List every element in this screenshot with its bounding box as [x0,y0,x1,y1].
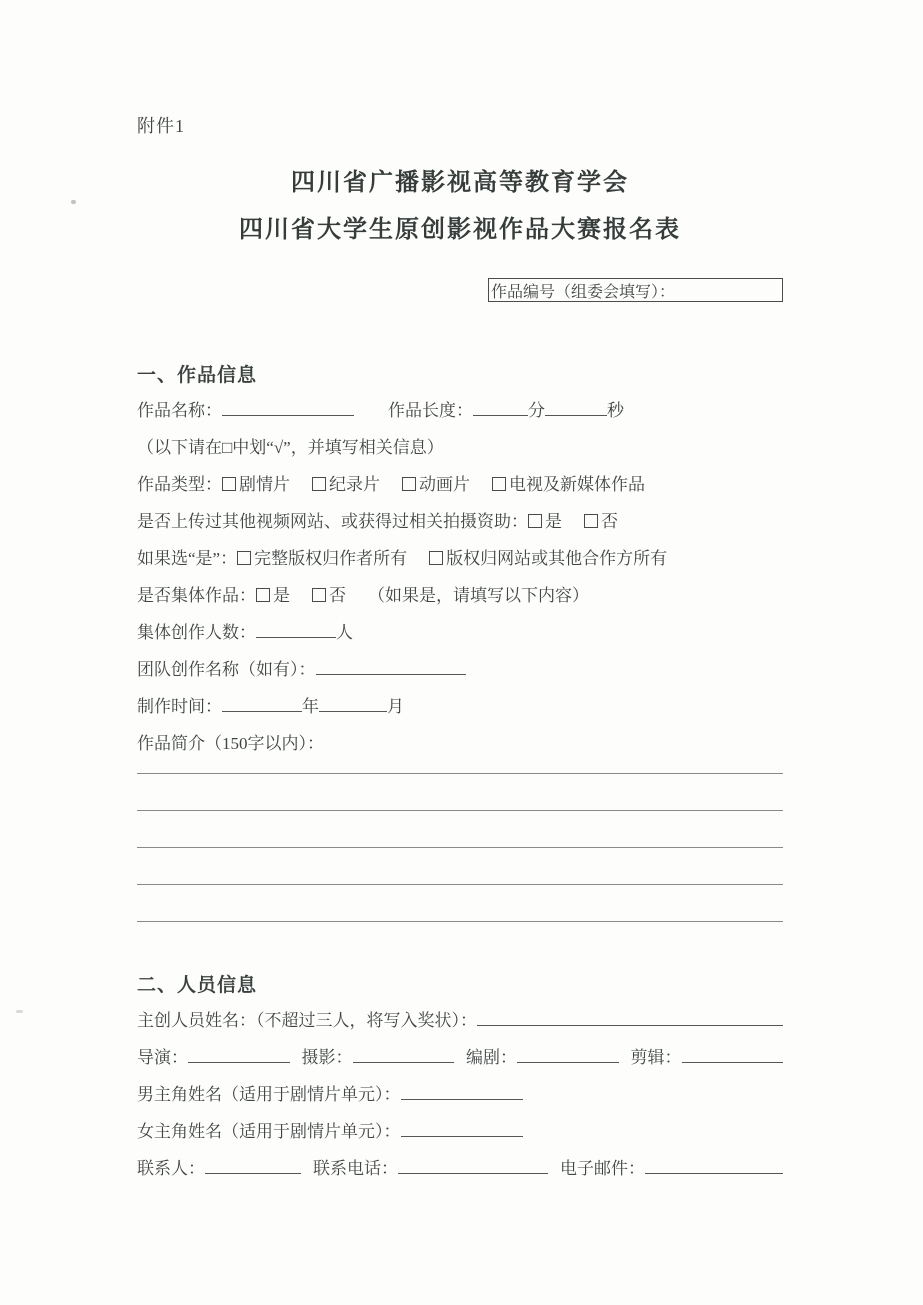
type-animation-option[interactable] [402,473,470,496]
form-row [137,621,783,644]
uploaded-no-label: 否 [601,512,618,531]
production-year-input[interactable] [222,696,302,712]
type-animation-label: 动画片 [419,475,470,494]
collective-no-option[interactable] [312,584,346,607]
collective-note-label: （如果是，请填写以下内容） [368,586,589,605]
contact-name-label: 联系人： [137,1159,205,1178]
contact-phone-input[interactable] [398,1158,548,1174]
copyright-author-owned-option[interactable] [237,547,407,570]
collective-yes-checkbox[interactable] [256,588,270,602]
form-row [137,1046,783,1069]
copyright-website-owned-label: 版权归网站或其他合作方所有 [446,549,668,568]
month-unit-label: 月 [387,697,404,716]
form-row [137,584,783,607]
summary-line-5[interactable] [137,885,783,922]
seconds-unit-label: 秒 [607,401,624,420]
form-row [137,547,783,570]
form-row [137,473,783,496]
organization-title: 四川省广播影视高等教育学会 [291,170,629,196]
uploaded-no-option[interactable] [584,510,618,533]
copyright-author-owned-checkbox[interactable] [237,551,251,565]
duration-seconds-input[interactable] [545,400,607,416]
contact-phone-label: 联系电话： [313,1159,398,1178]
work-number-box [488,278,783,302]
section2-heading: 二、人员信息 [137,975,258,996]
editor-input[interactable] [682,1047,784,1063]
collective-no-label: 否 [329,586,346,605]
form-row [137,1157,783,1180]
form-row [137,436,783,459]
cinematographer-input[interactable] [353,1047,455,1063]
director-label: 导演： [137,1048,188,1067]
screenwriter-label: 编剧： [466,1048,517,1067]
type-drama-film-checkbox[interactable] [222,477,236,491]
collective-yes-label: 是 [273,586,290,605]
summary-line-4[interactable] [137,848,783,885]
lead-actor-input[interactable] [401,1084,523,1100]
team-name-input[interactable] [316,659,466,675]
contact-name-input[interactable] [205,1158,301,1174]
team-name-label: 团队创作名称（如有）： [137,660,316,679]
uploaded-no-checkbox[interactable] [584,514,598,528]
scan-artifact [71,200,76,204]
section1-heading: 一、作品信息 [137,365,258,386]
summary-line-3[interactable] [137,811,783,848]
lead-actor-label: 男主角姓名（适用于剧情片单元）： [137,1085,401,1104]
work-type-label: 作品类型： [137,475,222,494]
uploaded-yes-checkbox[interactable] [528,514,542,528]
form-title: 四川省大学生原创影视作品大赛报名表 [239,217,681,243]
year-unit-label: 年 [302,697,319,716]
copyright-website-owned-checkbox[interactable] [429,551,443,565]
type-drama-film-option[interactable] [222,473,290,496]
production-month-input[interactable] [319,696,387,712]
duration-minutes-input[interactable] [473,400,528,416]
scan-artifact [16,1010,23,1013]
director-input[interactable] [188,1047,290,1063]
form-row [137,658,783,681]
section1-rows [137,399,783,755]
type-tv-new-media-label: 电视及新媒体作品 [509,475,645,494]
cinematographer-label: 摄影： [301,1048,353,1067]
type-animation-checkbox[interactable] [402,477,416,491]
main-creators-label: 主创人员姓名：（不超过三人，将写入奖状）： [137,1011,477,1030]
contact-email-label: 电子邮件： [560,1159,645,1178]
type-documentary-option[interactable] [312,473,380,496]
lead-actress-input[interactable] [401,1121,523,1137]
screenwriter-input[interactable] [517,1047,619,1063]
form-row [137,695,783,718]
contact-email-input[interactable] [645,1158,783,1174]
section2-rows [137,1009,783,1180]
type-documentary-label: 纪录片 [329,475,380,494]
collective-question-label: 是否集体作品： [137,586,256,605]
work-title-label: 作品名称： [137,401,222,420]
lead-actress-label: 女主角姓名（适用于剧情片单元）： [137,1122,401,1141]
work-title-input[interactable] [222,400,354,416]
work-number-label: 作品编号（组委会填写）： [491,283,676,301]
copyright-website-owned-option[interactable] [429,547,667,570]
people-unit-label: 人 [336,623,353,642]
type-tv-new-media-option[interactable] [492,473,645,496]
collective-yes-option[interactable] [256,584,290,607]
editor-label: 剪辑： [630,1048,682,1067]
main-creators-input[interactable] [477,1010,783,1026]
copyright-author-owned-label: 完整版权归作者所有 [254,549,408,568]
minutes-unit-label: 分 [528,401,545,420]
collective-count-label: 集体创作人数： [137,623,256,642]
collective-no-checkbox[interactable] [312,588,326,602]
uploaded-question-label: 是否上传过其他视频网站、或获得过相关拍摄资助： [137,512,528,531]
production-time-label: 制作时间： [137,697,222,716]
duration-label: 作品长度： [388,401,473,420]
type-drama-film-label: 剧情片 [239,475,290,494]
summary-line-2[interactable] [137,774,783,811]
uploaded-yes-option[interactable] [528,510,562,533]
type-tv-new-media-checkbox[interactable] [492,477,506,491]
summary-lines [137,737,783,922]
form-row [137,510,783,533]
attachment-label: 附件1 [137,116,185,136]
uploaded-yes-label: 是 [545,512,562,531]
form-row [137,1009,783,1032]
form-row [137,1120,783,1143]
form-row [137,399,783,422]
collective-count-input[interactable] [256,622,336,638]
checkbox-instruction-label: （以下请在□中划“√”，并填写相关信息） [137,438,444,457]
form-row [137,1083,783,1106]
if-yes-label: 如果选“是”： [137,549,238,568]
work-summary-label: 作品简介（150字以内）： [137,734,324,753]
type-documentary-checkbox[interactable] [312,477,326,491]
